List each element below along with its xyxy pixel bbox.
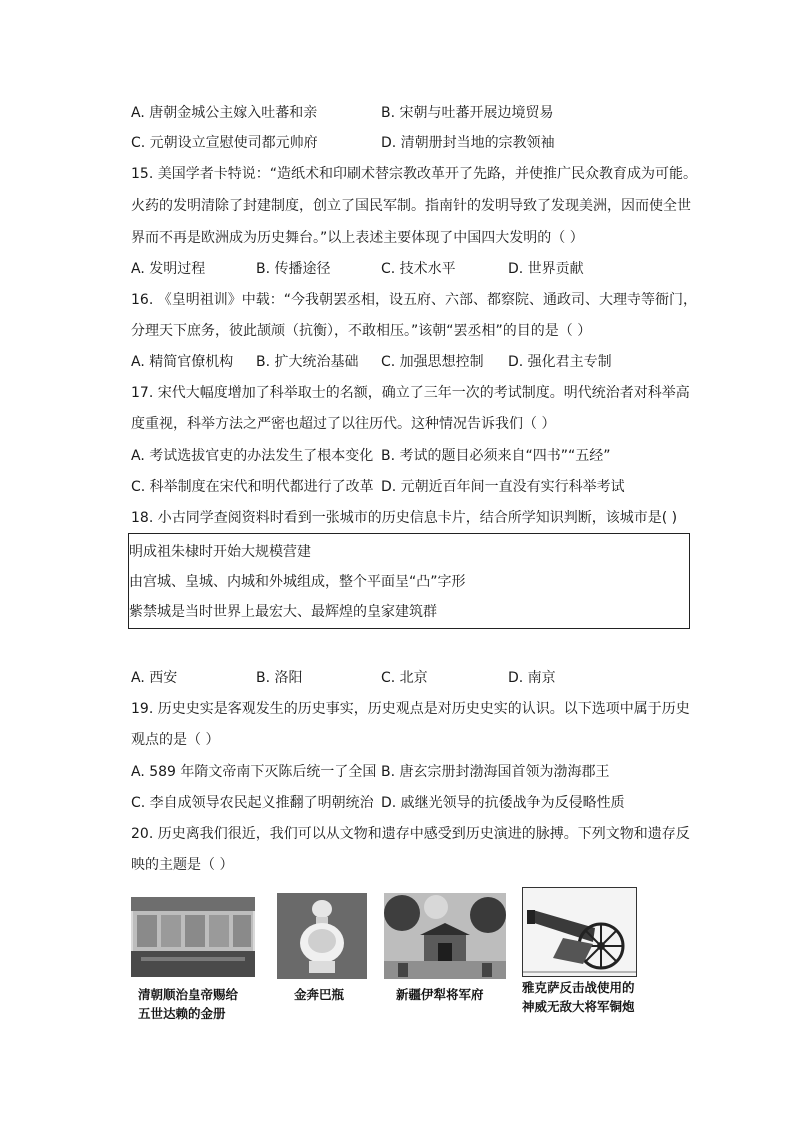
q16-option-a: A. 精简官僚机构 <box>131 354 234 370</box>
q16-option-d: D. 强化君主专制 <box>508 354 612 370</box>
q17-stem-line-2: 度重视，科举方法之严密也超过了以往历代。这种情况告诉我们（ ） <box>131 416 556 432</box>
bronze-cannon-caption-line-1: 雅克萨反击战使用的 <box>522 980 635 995</box>
q16-stem-line-1: 16. 《皇明祖训》中载：“今我朝罢丞相，设五府、六部、都察院、通政司、大理寺等衙门， <box>131 292 697 308</box>
q18-stem-line-1: 18. 小古同学查阅资料时看到一张城市的历史信息卡片，结合所学知识判断，该城市是( ) <box>131 510 678 526</box>
q17-option-d: D. 元朝近百年间一直没有实行科举考试 <box>381 479 625 495</box>
q19-stem-line-2: 观点的是（ ） <box>131 732 220 748</box>
q17-stem-line-1: 17. 宋代大幅度增加了科举取士的名额，确立了三年一次的考试制度。明代统治者对科举高 <box>131 385 690 401</box>
golden-book-photo-icon <box>131 897 255 977</box>
bronze-cannon-caption-line-2: 神威无敌大将军铜炮 <box>522 999 635 1014</box>
q17-option-a: A. 考试选拔官吏的办法发生了根本变化 <box>131 448 374 464</box>
info-card-row-2: 由宫城、皇城、内城和外城组成，整个平面呈“凸”字形 <box>129 574 466 590</box>
q19-option-a: A. 589 年隋文帝南下灭陈后统一了全国 <box>131 764 377 780</box>
info-card-row-3: 紫禁城是当时世界上最宏大、最辉煌的皇家建筑群 <box>129 604 437 620</box>
q16-option-c: C. 加强思想控制 <box>381 354 484 370</box>
info-card-row-1: 明成祖朱棣时开始大规模营建 <box>129 544 311 560</box>
q14-option-a: A. 唐朝金城公主嫁入吐蕃和亲 <box>131 105 318 121</box>
q18-option-d: D. 南京 <box>508 670 556 686</box>
city-info-card <box>128 533 690 629</box>
golden-book-caption-line-2: 五世达赖的金册 <box>138 1006 226 1021</box>
q18-option-a: A. 西安 <box>131 670 178 686</box>
q14-option-d: D. 清朝册封当地的宗教领袖 <box>381 135 555 151</box>
q19-option-c: C. 李自成领导农民起义推翻了明朝统治 <box>131 795 374 811</box>
q14-option-b: B. 宋朝与吐蕃开展边境贸易 <box>381 105 554 121</box>
q15-option-a: A. 发明过程 <box>131 261 206 277</box>
q15-stem-line-3: 界而不再是欧洲成为历史舞台。”以上表述主要体现了中国四大发明的（ ） <box>131 230 584 246</box>
q15-option-d: D. 世界贡献 <box>508 261 584 277</box>
q14-option-c: C. 元朝设立宣慰使司都元帅府 <box>131 135 318 151</box>
q20-stem-line-1: 20. 历史离我们很近，我们可以从文物和遗存中感受到历史演进的脉搏。下列文物和遗存反 <box>131 826 690 842</box>
q15-option-c: C. 技术水平 <box>381 261 456 277</box>
q20-stem-line-2: 映的主题是（ ） <box>131 857 234 873</box>
q18-option-b: B. 洛阳 <box>256 670 303 686</box>
q18-option-c: C. 北京 <box>381 670 428 686</box>
bronze-cannon-photo-icon <box>522 887 637 977</box>
general-mansion-caption: 新疆伊犁将军府 <box>396 987 484 1002</box>
q19-option-b: B. 唐玄宗册封渤海国首领为渤海郡王 <box>381 764 610 780</box>
q19-stem-line-1: 19. 历史史实是客观发生的历史事实，历史观点是对历史史实的认识。以下选项中属于历史 <box>131 701 690 717</box>
q15-stem-line-2: 火药的发明清除了封建制度，创立了国民军制。指南针的发明导致了发现美洲，因而使全世 <box>131 198 691 214</box>
golden-book-caption-line-1: 清朝顺治皇帝赐给 <box>138 987 239 1002</box>
q19-option-d: D. 戚继光领导的抗倭战争为反侵略性质 <box>381 795 625 811</box>
golden-vase-caption: 金奔巴瓶 <box>294 987 345 1002</box>
q15-stem-line-1: 15. 美国学者卡特说：“造纸术和印刷术替宗教改革开了先路，并使推广民众教育成为可能。 <box>131 166 697 182</box>
golden-vase-photo-icon <box>277 893 367 979</box>
q17-option-b: B. 考试的题目必须来自“四书”“五经” <box>381 448 611 464</box>
q15-option-b: B. 传播途径 <box>256 261 331 277</box>
general-mansion-photo-icon <box>384 893 506 979</box>
q16-option-b: B. 扩大统治基础 <box>256 354 359 370</box>
q16-stem-line-2: 分理天下庶务，彼此颉颃（抗衡），不敢相压。”该朝“罢丞相”的目的是（ ） <box>131 323 592 339</box>
q17-option-c: C. 科举制度在宋代和明代都进行了改革 <box>131 479 374 495</box>
